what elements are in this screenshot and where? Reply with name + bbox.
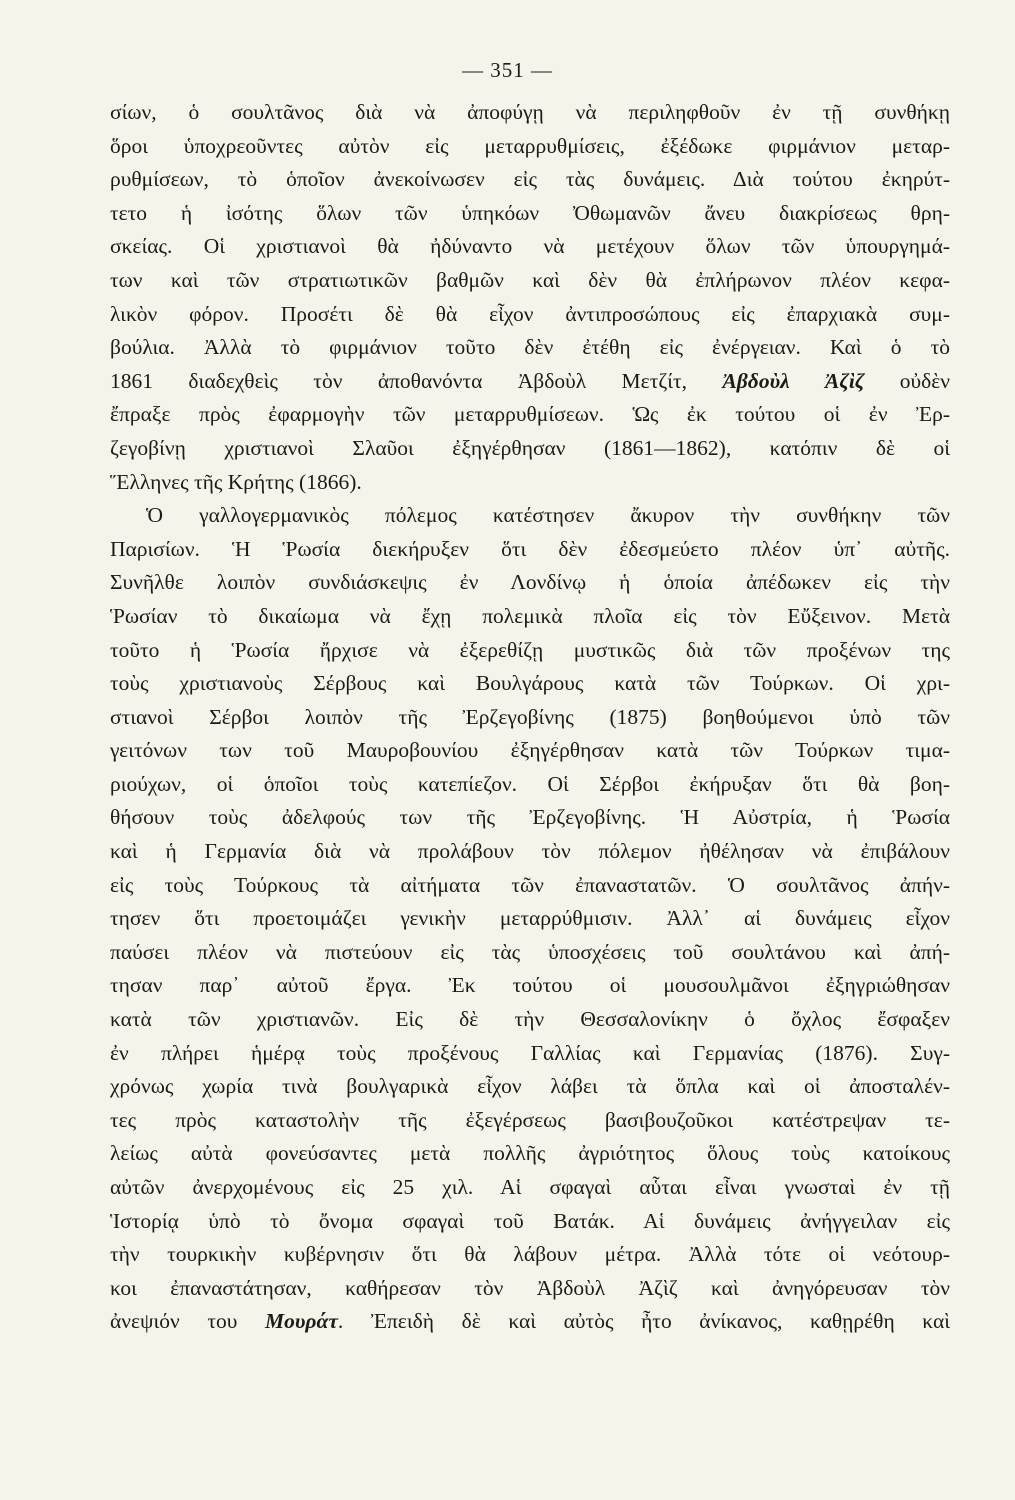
text-line: παύσει πλέον νὰ πιστεύουν εἰς τὰς ὑποσχέσεις τοῦ σουλτάνου καὶ ἀπή- <box>110 939 950 964</box>
text-line: τοῦτο ἡ Ῥωσία ἤρχισε νὰ ἐξερεθίζῃ μυστικῶς διὰ τῶν προξένων της <box>110 637 950 662</box>
text-line: εἰς τοὺς Τούρκους τὰ αἰτήματα τῶν ἐπαναστατῶν. Ὁ σουλτᾶνος ἀπήν- <box>110 872 950 897</box>
text-line: σκείας. Οἱ χριστιανοὶ θὰ ἠδύναντο νὰ μετέχουν ὅλων τῶν ὑπουργημά- <box>110 234 950 259</box>
text-line: Ἱστορίᾳ ὑπὸ τὸ ὄνομα σφαγαὶ τοῦ Βατάκ. Αἱ δυνάμεις ἀνήγγειλαν εἰς <box>110 1208 950 1233</box>
text-line: αὐτῶν ἀνερχομένους εἰς 25 χιλ. Αἱ σφαγαὶ αὗται εἶναι γνωσταὶ ἐν τῇ <box>110 1175 950 1199</box>
text-line: Παρισίων. Ἡ Ῥωσία διεκήρυξεν ὅτι δὲν ἐδεσμεύετο πλέον ὑπ᾽ αὐτῆς. <box>110 536 950 561</box>
text-line: τοὺς χριστιανοὺς Σέρβους καὶ Βουλγάρους κατὰ τῶν Τούρκων. Οἱ χρι- <box>110 671 950 696</box>
text-line: Ῥωσίαν τὸ δικαίωμα νὰ ἔχῃ πολεμικὰ πλοῖα εἰς τὸν Εὔξεινον. Μετὰ <box>110 603 950 628</box>
text-line: ρυθμίσεων, τὸ ὁποῖον ἀνεκοίνωσεν εἰς τὰς δυνάμεις. Διὰ τούτου ἐκηρύτ- <box>110 167 950 192</box>
text-line: στιανοὶ Σέρβοι λοιπὸν τῆς Ἐρζεγοβίνης (1875) βοηθούμενοι ὑπὸ τῶν <box>110 704 950 729</box>
text-line <box>110 365 950 399</box>
page-number: — 351 — <box>462 58 553 82</box>
text-line: γειτόνων των τοῦ Μαυροβουνίου ἐξηγέρθησαν κατὰ τῶν Τούρκων τιμα- <box>110 738 950 763</box>
text-line: τὴν τουρκικὴν κυβέρνησιν ὅτι θὰ λάβουν μέτρα. Ἀλλὰ τότε οἱ νεότουρ- <box>110 1242 950 1267</box>
text-line: ζεγοβίνῃ χριστιανοὶ Σλαῦοι ἐξηγέρθησαν (1861—1862), κατόπιν δὲ οἱ <box>110 435 950 460</box>
text-line: σίων, ὁ σουλτᾶνος διὰ νὰ ἀποφύγῃ νὰ περιληφθοῦν ἐν τῇ συνθήκῃ <box>110 100 950 124</box>
text-line: τες πρὸς καταστολὴν τῆς ἐξεγέρσεως βασιβουζοῦκοι κατέστρεψαν τε- <box>110 1107 950 1132</box>
text-run: . Ἐπειδὴ δὲ καὶ αὐτὸς ἦτο ἀνίκανος, καθῃρέθη καὶ <box>337 1309 950 1334</box>
text-line: βούλια. Ἀλλὰ τὸ φιρμάνιον τοῦτο δὲν ἐτέθη εἰς ἐνέργειαν. Καὶ ὁ τὸ <box>110 335 950 360</box>
text-line: χρόνως χωρία τινὰ βουλγαρικὰ εἶχον λάβει τὰ ὅπλα καὶ οἱ ἀποσταλέν- <box>110 1074 950 1099</box>
text-line: Ἕλληνες τῆς Κρήτης (1866). <box>110 469 362 494</box>
text-line: των καὶ τῶν στρατιωτικῶν βαθμῶν καὶ δὲν θὰ ἐπλήρωνον πλέον κεφα- <box>110 267 950 292</box>
text-line: τετο ἡ ἰσότης ὅλων τῶν ὑπηκόων Ὀθωμανῶν ἄνευ διακρίσεως θρη- <box>110 200 950 225</box>
text-line: θήσουν τοὺς ἀδελφούς των τῆς Ἐρζεγοβίνης. Ἡ Αὐστρία, ἡ Ῥωσία <box>110 805 950 830</box>
text-line: ἔπραξε πρὸς ἐφαρμογὴν τῶν μεταρρυθμίσεων. Ὡς ἐκ τούτου οἱ ἐν Ἐρ- <box>110 402 950 427</box>
text-line: κοι ἐπαναστάτησαν, καθήρεσαν τὸν Ἀβδοὺλ Ἀζὶζ καὶ ἀνηγόρευσαν τὸν <box>110 1275 950 1300</box>
text-line <box>110 1305 950 1339</box>
text-line: καὶ ἡ Γερμανία διὰ νὰ προλάβουν τὸν πόλεμον ἠθέλησαν νὰ ἐπιβάλουν <box>110 839 950 864</box>
text-line: τησεν ὅτι προετοιμάζει γενικὴν μεταρρύθμισιν. Ἀλλ᾽ αἱ δυνάμεις εἶχον <box>110 906 950 931</box>
text-run: 1861 διαδεχθεὶς τὸν ἀποθανόντα Ἀβδοὺλ Μετζίτ, <box>110 368 723 393</box>
text-line: λείως αὐτὰ φονεύσαντες μετὰ πολλῆς ἀγριότητος ὅλους τοὺς κατοίκους <box>110 1141 950 1166</box>
text-line: ὅροι ὑποχρεοῦντες αὐτὸν εἰς μεταρρυθμίσεις, ἐξέδωκε φιρμάνιον μεταρ- <box>110 133 950 158</box>
text-line: Συνῆλθε λοιπὸν συνδιάσκεψις ἐν Λονδίνῳ ἡ ὁποία ἀπέδωκεν εἰς τὴν <box>110 570 950 595</box>
text-line: Ὁ γαλλογερμανικὸς πόλεμος κατέστησεν ἄκυρον τὴν συνθήκην τῶν <box>146 503 950 528</box>
text-line: κατὰ τῶν χριστιανῶν. Εἰς δὲ τὴν Θεσσαλονίκην ὁ ὄχλος ἔσφαξεν <box>110 1007 950 1032</box>
text-run: οὐδὲν <box>864 368 950 393</box>
text-line: ἐν πλήρει ἡμέρᾳ τοὺς προξένους Γαλλίας καὶ Γερμανίας (1876). Συγ- <box>110 1040 950 1065</box>
text-line: τησαν παρ᾽ αὐτοῦ ἔργα. Ἐκ τούτου οἱ μουσουλμᾶνοι ἐξηγριώθησαν <box>110 973 950 998</box>
text-line: λικὸν φόρον. Προσέτι δὲ θὰ εἶχον ἀντιπροσώπους εἰς ἐπαρχιακὰ συμ- <box>110 301 950 326</box>
emphasized-name: Μουράτ <box>264 1309 338 1334</box>
text-run: ἀνεψιόν του <box>110 1309 265 1334</box>
body-text <box>110 96 950 1339</box>
text-line: ριούχων, οἱ ὁποῖοι τοὺς κατεπίεζον. Οἱ Σέρβοι ἐκήρυξαν ὅτι θὰ βοη- <box>110 771 950 796</box>
emphasized-name: Ἀβδοὺλ Ἀζὶζ <box>722 368 865 393</box>
